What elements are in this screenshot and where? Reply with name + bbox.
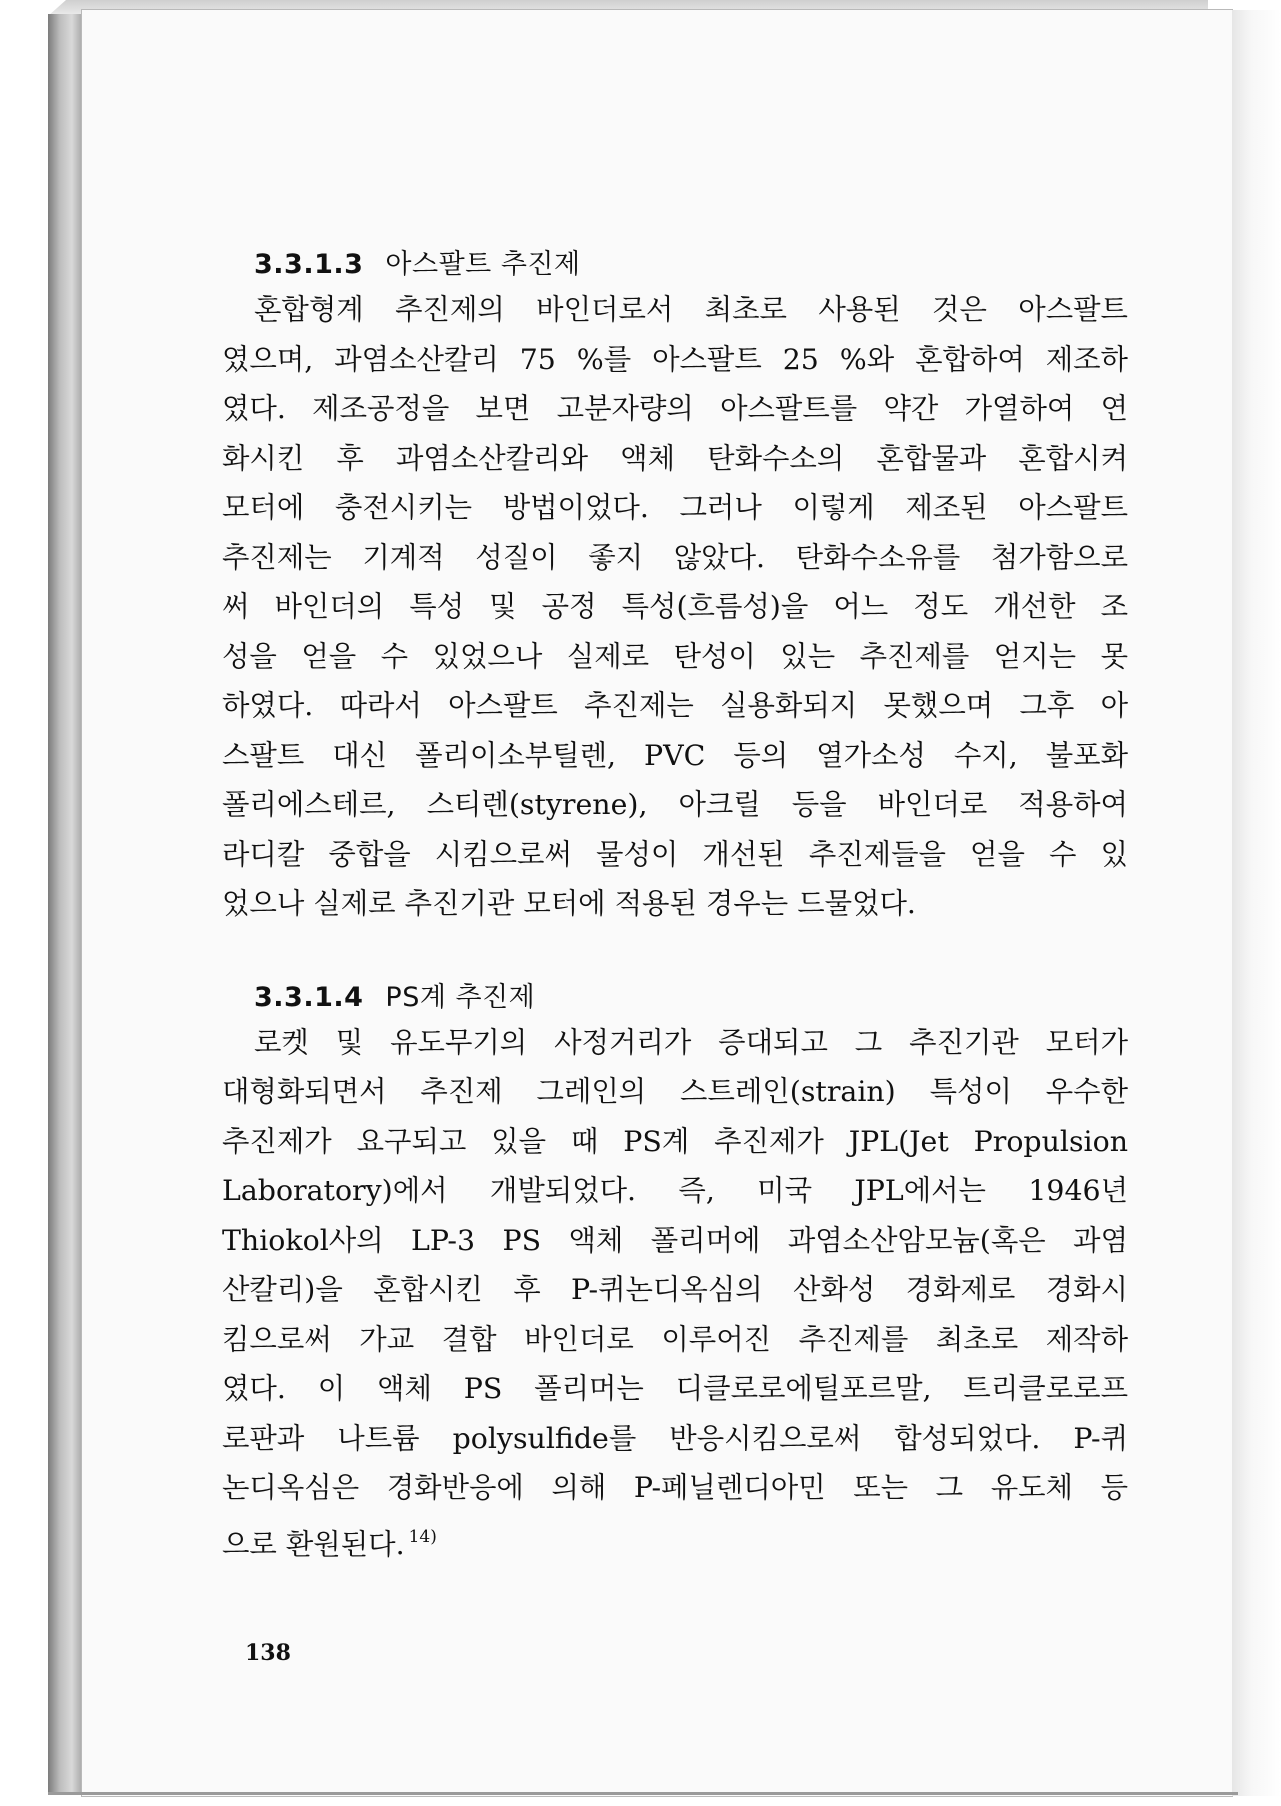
text-line: 으로 환원된다. <box>222 1527 405 1561</box>
section-title: 아스팔트 추진제 <box>385 249 581 280</box>
page-number: 138 <box>245 1640 291 1666</box>
section-number: 3.3.1.4 <box>254 981 364 1013</box>
text-line: 였다. 이 액체 PS 폴리머는 디클로로에틸포르말, 트리클로로프 <box>222 1372 1128 1405</box>
page-right-edge <box>1232 10 1281 1796</box>
page-content <box>222 245 1128 1569</box>
text-line: Laboratory)에서 개발되었다. 즉, 미국 JPL에서는 1946년 <box>222 1174 1128 1207</box>
section-heading-3-3-1-3 <box>254 245 1128 285</box>
text-line: Thiokol사의 LP-3 PS 액체 폴리머에 과염소산암모늄(혹은 과염 <box>222 1223 1128 1257</box>
footnote-reference: 14) <box>408 1526 437 1547</box>
text-line: 추진제가 요구되고 있을 때 PS계 추진제가 JPL(Jet Propulsion <box>222 1124 1128 1158</box>
text-line: 라디칼 중합을 시킴으로써 물성이 개선된 추진제들을 얻을 수 있 <box>222 837 1128 871</box>
text-line: 대형화되면서 추진제 그레인의 스트레인(strain) 특성이 우수한 <box>222 1075 1128 1108</box>
text-line: 모터에 충전시키는 방법이었다. 그러나 이렇게 제조된 아스팔트 <box>222 491 1128 524</box>
text-line: 폴리에스테르, 스티렌(styrene), 아크릴 등을 바인더로 적용하여 <box>222 788 1128 821</box>
text-line: 산칼리)을 혼합시킨 후 P-퀴논디옥심의 산화성 경화제로 경화시 <box>222 1273 1128 1306</box>
text-line-last <box>222 1513 1128 1570</box>
section-block-3-3-1-4 <box>222 978 1128 1570</box>
section-number: 3.3.1.3 <box>254 249 364 280</box>
text-line: 혼합형계 추진제의 바인더로서 최초로 사용된 것은 아스팔트 <box>254 293 1128 326</box>
text-line: 로켓 및 유도무기의 사정거리가 증대되고 그 추진기관 모터가 <box>254 1025 1128 1059</box>
text-line: 었으나 실제로 추진기관 모터에 적용된 경우는 드물었다. <box>222 887 916 920</box>
section-body-3-3-1-4 <box>222 1018 1128 1570</box>
text-line: 하였다. 따라서 아스팔트 추진제는 실용화되지 못했으며 그후 아 <box>222 689 1128 722</box>
section-title: PS계 추진제 <box>385 981 536 1013</box>
text-line: 화시킨 후 과염소산칼리와 액체 탄화수소의 혼합물과 혼합시켜 <box>222 441 1128 475</box>
text-line: 추진제는 기계적 성질이 좋지 않았다. 탄화수소유를 첨가함으로 <box>222 540 1128 574</box>
text-line: 로판과 나트륨 polysulfide를 반응시킴으로써 합성되었다. P-퀴 <box>222 1421 1128 1455</box>
text-line: 킴으로써 가교 결합 바인더로 이루어진 추진제를 최초로 제작하 <box>222 1322 1128 1356</box>
section-heading-3-3-1-4 <box>254 978 1128 1018</box>
text-line: 성을 얻을 수 있었으나 실제로 탄성이 있는 추진제를 얻지는 못 <box>222 639 1128 673</box>
book-spine <box>48 14 82 1792</box>
book-bottom-edge <box>48 1792 1238 1795</box>
text-line: 써 바인더의 특성 및 공정 특성(흐름성)을 어느 정도 개선한 조 <box>222 590 1128 623</box>
text-line: 였다. 제조공정을 보면 고분자량의 아스팔트를 약간 가열하여 연 <box>222 392 1128 425</box>
text-line: 였으며, 과염소산칼리 75 %를 아스팔트 25 %와 혼합하여 제조하 <box>222 342 1128 376</box>
section-body-3-3-1-3 <box>222 285 1128 929</box>
text-line: 논디옥심은 경화반응에 의해 P-페닐렌디아민 또는 그 유도체 등 <box>222 1471 1128 1504</box>
text-line: 스팔트 대신 폴리이소부틸렌, PVC 등의 열가소성 수지, 불포화 <box>222 738 1128 772</box>
